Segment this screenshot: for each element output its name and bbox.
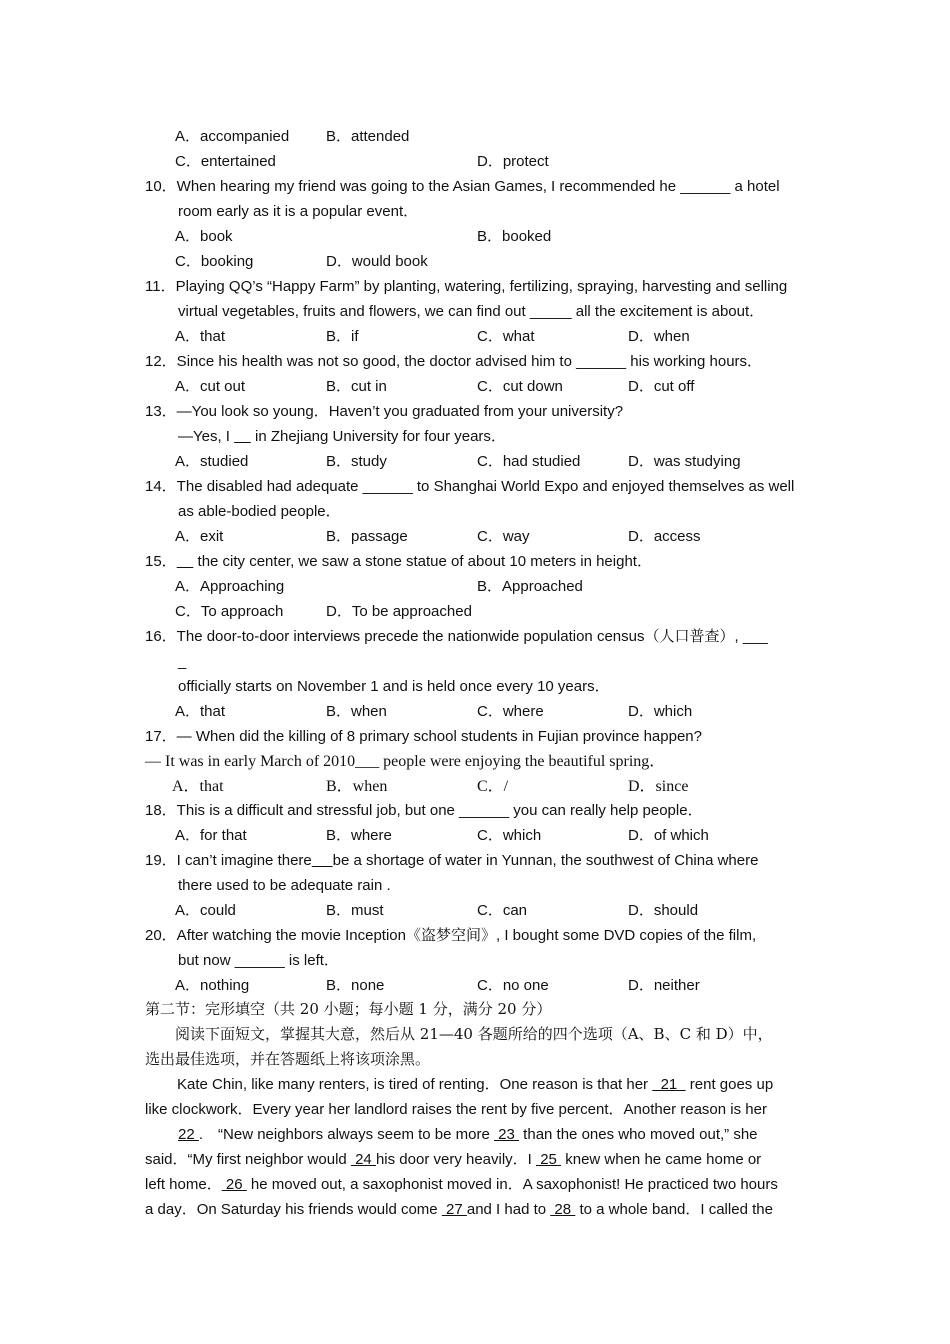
q10-option-b: B．booked	[477, 228, 552, 245]
q11-stem-cont: virtual vegetables, fruits and flowers, we can find out _____ all the excitement is about．	[178, 303, 765, 320]
passage-line-2: like clockwork．Every year her landlord raises the rent by five percent．Another reason is her	[145, 1101, 767, 1118]
q20-option-b: B．none	[326, 977, 385, 994]
q19-stem	[145, 848, 815, 873]
passage-line-5	[145, 1172, 815, 1197]
q11-stem: 11．Playing QQ’s “Happy Farm” by planting, watering, fertilizing, spraying, harvesting and selling	[145, 278, 788, 295]
q20-chinese-title: 《盗梦空间》	[405, 926, 496, 944]
blank-22: 22	[178, 1126, 199, 1143]
q14-options	[175, 524, 845, 549]
q10-option-a: A．book	[175, 228, 233, 245]
q19-option-c: C．can	[477, 902, 528, 919]
q15-number: 15．	[145, 553, 177, 570]
q16-text-b: , ___	[734, 628, 768, 645]
q10-options-row1	[175, 224, 845, 249]
q10-stem-cont: room early as it is a popular event．	[178, 203, 419, 220]
q13-option-c: C．had studied	[477, 453, 581, 470]
q12-option-d: D．cut off	[628, 378, 695, 395]
q11-option-a: A．that	[175, 328, 226, 345]
q16-option-d: D．which	[628, 703, 693, 720]
q17-stem: 17．— When did the killing of 8 primary school students in Fujian province happen?	[145, 728, 702, 745]
q18-option-c: C．which	[477, 827, 542, 844]
q9-options-row1	[175, 124, 845, 149]
passage-text: his door very heavily．I	[375, 1151, 537, 1168]
q15-option-c: C．To approach	[175, 603, 284, 620]
q19-option-b: B．must	[326, 902, 384, 919]
passage-text: he moved out, a saxophonist moved in．A saxophonist! He practiced two hours	[246, 1176, 778, 1193]
q11-option-c: C．what	[477, 328, 535, 345]
q12-stem: 12．Since his health was not so good, the doctor advised him to ______ his working hours．	[145, 353, 763, 370]
q19-options	[175, 898, 845, 923]
q11-option-b: B．if	[326, 328, 359, 345]
q10-stem: 10．When hearing my friend was going to the Asian Games, I recommended he ______ a hotel	[145, 178, 780, 195]
q12-option-a: A．cut out	[175, 378, 246, 395]
section2-heading: 第二节：完形填空（共 20 小题；每小题 1 分，满分 20 分）	[145, 1000, 552, 1018]
q9-option-c: C．entertained	[175, 153, 276, 170]
q10-option-c: C．booking	[175, 253, 254, 270]
q16-options	[175, 699, 845, 724]
q18-option-d: D．of which	[628, 827, 709, 844]
q15-blank	[177, 553, 194, 570]
q13-text-a: —Yes, I	[178, 428, 235, 445]
q16-option-c: C．where	[477, 703, 544, 720]
blank-23: 23	[493, 1126, 520, 1143]
q16-option-b: B．when	[326, 703, 387, 720]
q19-option-a: A．could	[175, 902, 236, 919]
q13-blank	[234, 428, 251, 445]
q14-stem-cont: as able-bodied people．	[178, 503, 341, 520]
q16-text-a: 16．The door-to-door interviews precede the nationwide population census	[145, 628, 645, 645]
q17-stem-cont: — It was in early March of 2010___ people were enjoying the beautiful spring．	[145, 753, 666, 770]
passage-text: to a whole band．I called the	[575, 1201, 773, 1218]
q15-option-d: D．To be approached	[326, 603, 472, 620]
blank-26: 26	[221, 1176, 247, 1193]
q16-stem-cont: officially starts on November 1 and is held once every 10 years．	[178, 678, 610, 695]
passage-line-4	[145, 1147, 815, 1172]
q15-options-row2	[175, 599, 845, 624]
q13-options	[175, 449, 845, 474]
passage-line-1	[177, 1072, 847, 1097]
q20-text-b: , I bought some DVD copies of the film,	[496, 927, 757, 944]
q18-stem: 18．This is a difficult and stressful job, but one ______ you can really help people．	[145, 802, 703, 819]
q13-stem: 13．—You look so young．Haven’t you graduated from your university?	[145, 403, 624, 420]
blank-27: 27	[441, 1201, 467, 1218]
q19-text-b: be a shortage of water in Yunnan, the southwest of China where	[332, 852, 759, 869]
blank-24: 24	[350, 1151, 376, 1168]
passage-text: knew when he came home or	[561, 1151, 762, 1168]
passage-line-3	[178, 1122, 848, 1147]
q16-option-a: A．that	[175, 703, 226, 720]
q15-stem	[145, 549, 815, 574]
q16-chinese-note: （人口普查）	[644, 627, 735, 645]
q16-stem	[145, 624, 815, 649]
q20-stem-cont: but now ______ is left．	[178, 952, 339, 969]
q19-text-a: 19．I can’t imagine there	[145, 852, 312, 869]
blank-28: 28	[550, 1201, 576, 1218]
q15-options-row1	[175, 574, 845, 599]
q17-options	[172, 774, 842, 799]
passage-line-6	[145, 1197, 815, 1222]
q13-text-b: in Zhejiang University for four years．	[250, 428, 506, 445]
q12-options	[175, 374, 845, 399]
q14-option-b: B．passage	[326, 528, 408, 545]
q20-option-a: A．nothing	[175, 977, 250, 994]
q9-option-a: A．accompanied	[175, 128, 290, 145]
passage-text: rent goes up	[685, 1076, 774, 1093]
q13-option-a: A．studied	[175, 453, 249, 470]
q14-option-a: A．exit	[175, 528, 224, 545]
q9-option-b: B．attended	[326, 128, 410, 145]
section2-instruction-2: 选出最佳选项，并在答题纸上将该项涂黑。	[145, 1050, 431, 1068]
q17-option-d: D．since	[628, 778, 689, 795]
q12-option-b: B．cut in	[326, 378, 387, 395]
passage-text: left home．	[145, 1176, 222, 1193]
passage-text: a day．On Saturday his friends would come	[145, 1201, 442, 1218]
q14-option-d: D．access	[628, 528, 701, 545]
q14-option-c: C．way	[477, 528, 530, 545]
q16-blank-wrap: _	[178, 653, 187, 670]
q20-options	[175, 973, 845, 998]
passage-text: Kate Chin, like many renters, is tired of renting．One reason is that her	[177, 1076, 653, 1093]
q9-option-d: D．protect	[477, 153, 549, 170]
q19-stem-cont: there used to be adequate rain .	[178, 877, 391, 894]
q19-option-d: D．should	[628, 902, 699, 919]
q17-option-a: A．that	[172, 778, 224, 795]
passage-text: and I had to	[466, 1201, 551, 1218]
passage-text: than the ones who moved out,” she	[519, 1126, 758, 1143]
q18-option-b: B．where	[326, 827, 392, 844]
q19-blank	[312, 852, 333, 869]
q13-stem-cont	[178, 424, 818, 449]
q14-stem: 14．The disabled had adequate ______ to Shanghai World Expo and enjoyed themselves as well	[145, 478, 795, 495]
q18-option-a: A．for that	[175, 827, 247, 844]
q20-option-c: C．no one	[477, 977, 549, 994]
q15-option-a: A．Approaching	[175, 578, 285, 595]
passage-text: said．“My first neighbor would	[145, 1151, 351, 1168]
blank-25: 25	[536, 1151, 562, 1168]
q10-option-d: D．would book	[326, 253, 428, 270]
q13-option-b: B．study	[326, 453, 387, 470]
q20-text-a: 20．After watching the movie Inception	[145, 927, 406, 944]
q11-option-d: D．when	[628, 328, 690, 345]
section2-instruction-1: 阅读下面短文，掌握其大意，然后从 21—40 各题所给的四个选项（A、B、C 和 D）中，	[175, 1025, 773, 1043]
blank-21: 21	[652, 1076, 686, 1093]
q20-stem	[145, 923, 815, 948]
q18-options	[175, 823, 845, 848]
q9-options-row2	[175, 149, 845, 174]
passage-text: . “New neighbors always seem to be more	[198, 1126, 494, 1143]
q10-options-row2	[175, 249, 845, 274]
q15-text: the city center, we saw a stone statue of about 10 meters in height．	[193, 553, 652, 570]
q17-option-b: B．when	[326, 778, 388, 795]
q11-options	[175, 324, 845, 349]
q13-option-d: D．was studying	[628, 453, 741, 470]
q17-option-c: C．/	[477, 778, 509, 795]
q15-option-b: B．Approached	[477, 578, 583, 595]
q20-option-d: D．neither	[628, 977, 700, 994]
q12-option-c: C．cut down	[477, 378, 563, 395]
